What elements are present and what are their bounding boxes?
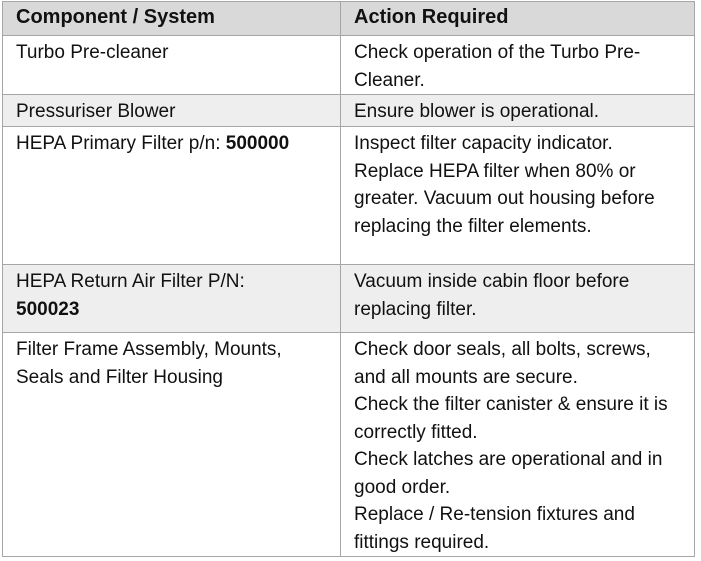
table-row <box>3 265 695 333</box>
table-row <box>3 36 695 95</box>
table-row <box>3 95 695 127</box>
action-text: Replace HEPA filter when 80% or greater. Vacuum out housing before replacing the filter elements. <box>354 160 655 237</box>
action-text: Ensure blower is operational. <box>354 101 600 122</box>
maintenance-table <box>2 1 695 557</box>
action-text: Vacuum inside cabin floor before replacing filter. <box>354 271 630 320</box>
action-text: Check operation of the Turbo Pre-Cleaner. <box>354 42 641 91</box>
action-cell <box>341 333 695 557</box>
action-cell <box>341 127 695 265</box>
action-text: Replace / Re-tension fixtures and fittings required. <box>354 504 635 553</box>
action-text: Check the filter canister & ensure it is correctly fitted. <box>354 394 668 443</box>
action-cell <box>341 265 695 333</box>
table-header-row <box>3 2 695 36</box>
part-number: 500000 <box>225 133 290 154</box>
component-name: HEPA Primary Filter p/n: <box>16 133 226 154</box>
table-row <box>3 333 695 557</box>
component-name: HEPA Return Air Filter P/N: <box>16 271 245 292</box>
component-cell: Filter Frame Assembly, Mounts, Seals and Filter Housing <box>3 333 341 557</box>
component-cell: Pressuriser Blower <box>3 95 341 127</box>
action-text: Check door seals, all bolts, screws, and all mounts are secure. <box>354 339 651 388</box>
action-text: Inspect filter capacity indicator. <box>354 133 613 154</box>
component-cell <box>3 265 341 333</box>
column-header-component: Component / System <box>3 2 341 36</box>
column-header-action: Action Required <box>341 2 695 36</box>
action-cell <box>341 36 695 95</box>
action-cell <box>341 95 695 127</box>
component-cell: Turbo Pre-cleaner <box>3 36 341 95</box>
component-cell <box>3 127 341 265</box>
action-text: Check latches are operational and in good order. <box>354 449 663 498</box>
table-row <box>3 127 695 265</box>
part-number: 500023 <box>16 298 80 320</box>
